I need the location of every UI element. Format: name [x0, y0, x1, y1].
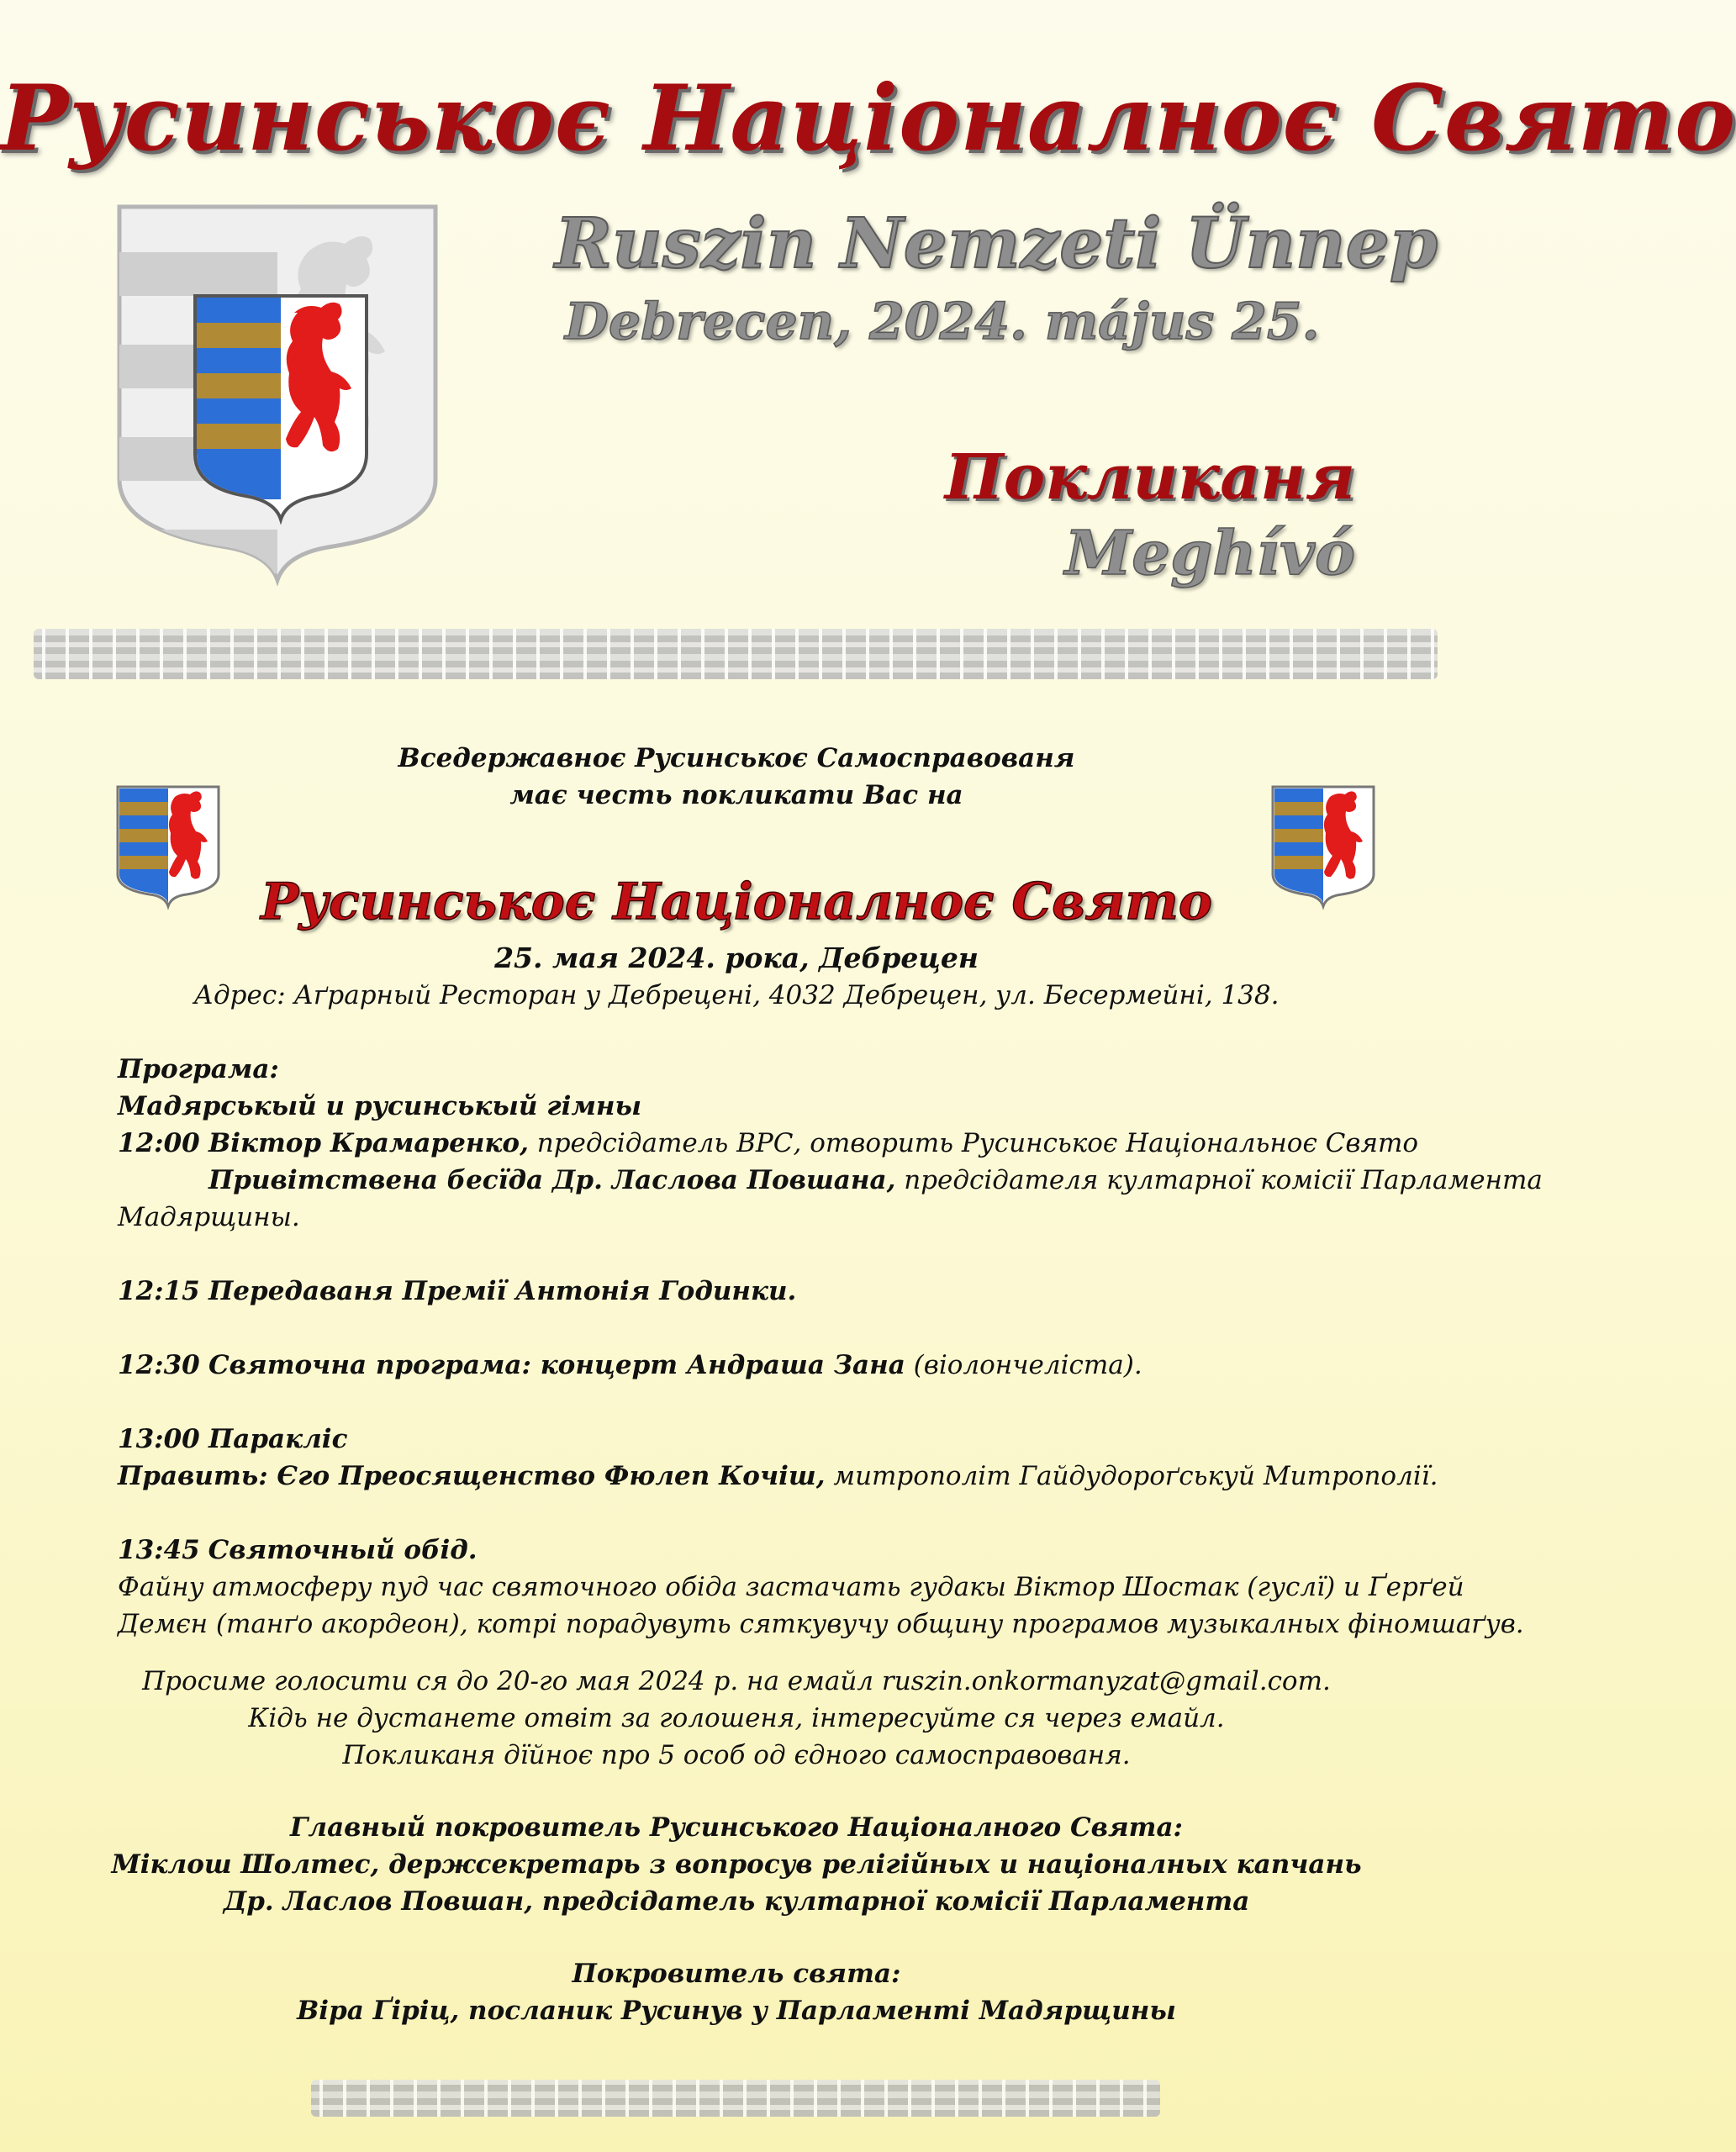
program-time: 12:30: [118, 1350, 200, 1380]
program-item-1215: [118, 1273, 1396, 1310]
program-description: Передаваня Премії Антонія Годинки.: [208, 1276, 797, 1306]
rsvp-line-1: Просиме голосити ся до 20-го мая 2024 р. на емайл ruszin.onkormanyzat@gmail.com.: [142, 1666, 1331, 1696]
program-item-1200-sub: [118, 1162, 1543, 1199]
program-time: 12:15: [118, 1276, 200, 1306]
main-patron-2: Др. Ласлов Повшан, предсідатель култарної комісії Парламента: [223, 1886, 1250, 1917]
program-section: [118, 1051, 1543, 1643]
intro-line-2: має честь покликати Вас на: [509, 780, 963, 810]
main-patron-1: Міклош Шолтес, держсекретарь з вопросув релігійных и націоналных капчань: [111, 1849, 1362, 1880]
program-heading: Програма:: [118, 1054, 279, 1084]
title-hungarian: Ruszin Nemzeti Ünnep: [555, 203, 1438, 284]
intro-line-1: Вседержавноє Русинськоє Самосправованя: [398, 743, 1075, 773]
patron-section: [84, 1955, 1389, 2029]
rsvp-section: [84, 1663, 1389, 1774]
program-item-1200-cont: Мадярщины.: [118, 1202, 300, 1232]
event-address: Адрес: Аґрарный Ресторан у Дебрецені, 4032 Дебрецен, ул. Бесермейні, 138.: [193, 980, 1280, 1010]
invitation-hungarian: Meghívó: [1064, 517, 1355, 588]
program-description: Святочный обід.: [208, 1535, 478, 1565]
patron-heading: Покровитель свята:: [572, 1959, 901, 1989]
large-coat-of-arms-icon: [114, 202, 441, 588]
program-item-1200: [118, 1125, 1419, 1162]
patron-name: Віра Ґіріц, посланик Русинув у Парламенті Мадярщины: [297, 1996, 1176, 2026]
patrons-section: [84, 1809, 1389, 1920]
program-item-1230: [118, 1347, 1396, 1384]
program-item-1345: [118, 1532, 1396, 1569]
program-celebrant-title: митрополіт Гайдудороґськуй Митрополії.: [825, 1461, 1438, 1491]
program-item-1345-line3: Демєн (танґо акордеон), котрі порадувуть сяткувучу общину програмов музыкалных фіномшаґув.: [118, 1609, 1524, 1639]
program-description: Паракліс: [208, 1424, 348, 1454]
main-patron-heading: Главный покровитель Русинського Націоналного Свята:: [290, 1812, 1183, 1843]
program-item-1300-sub: [118, 1458, 1438, 1495]
program-greeting: Привітствена бесїда Др. Ласлова Повшана,: [208, 1165, 896, 1195]
program-description-note: (віолончеліста).: [905, 1350, 1142, 1380]
event-date-place: 25. мая 2024. рока, Дебрецен: [494, 942, 979, 974]
program-description: Святочна програма: концерт Андраша Зана: [208, 1350, 905, 1380]
program-celebrant: Править: Єго Преосященство Фюлеп Кочіш,: [118, 1461, 826, 1491]
program-time: 12:00: [118, 1128, 200, 1158]
program-speaker: Віктор Крамаренко,: [208, 1128, 529, 1158]
rsvp-line-3: Покликаня дїйноє про 5 особ од єдного самосправованя.: [342, 1740, 1131, 1770]
date-hungarian: Debrecen, 2024. május 25.: [565, 293, 1320, 351]
invitation-rusyn: Покликаня: [944, 441, 1355, 514]
program-time: 13:00: [118, 1424, 200, 1454]
folk-ornament-top: [34, 629, 1438, 679]
program-time: 13:45: [118, 1535, 200, 1565]
program-item-1300: [118, 1421, 1396, 1458]
program-anthems: Мадярськый и русинськый гімны: [118, 1091, 642, 1121]
program-item-1345-line2: Файну атмосферу пуд час святочного обіда застачать гудакы Віктор Шостак (гуслї) и Ґерґей: [118, 1572, 1464, 1602]
program-description: предсідатель ВРС, отворить Русинськоє Національноє Свято: [528, 1128, 1419, 1158]
folk-ornament-bottom: [311, 2080, 1160, 2117]
main-title-rusyn: Русинськоє Націоналноє Свято: [0, 66, 1736, 171]
rsvp-line-2: Кідь не дустанете отвіт за голошеня, інтересуйте ся через емайл.: [248, 1703, 1225, 1733]
program-greeting-text: предсідателя култарної комісії Парламента: [895, 1165, 1543, 1195]
event-title: Русинськоє Націоналноє Свято: [261, 873, 1212, 931]
